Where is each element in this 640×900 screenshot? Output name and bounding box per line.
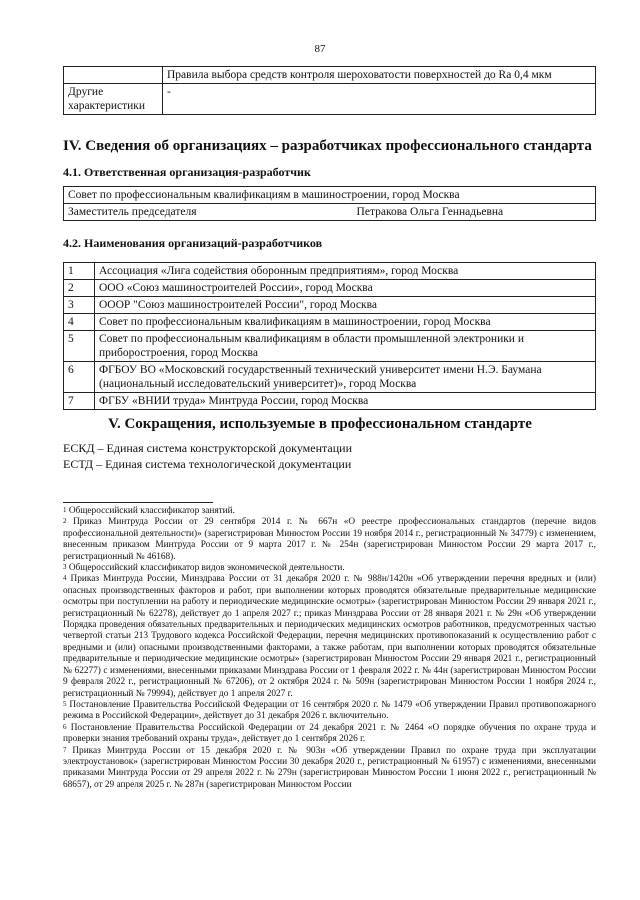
- footnote-text: Общероссийский классификатор занятий.: [68, 506, 235, 516]
- footnotes: [63, 506, 596, 791]
- row-number: 5: [64, 331, 95, 362]
- footnote: [63, 517, 596, 563]
- developer-name: ОООР "Союз машиностроителей России", город Москва: [95, 297, 596, 314]
- subsection-4-1-title: 4.1. Ответственная организация-разработчик: [63, 165, 311, 179]
- footnote: [63, 563, 596, 574]
- table-cell-label: [64, 67, 163, 84]
- footnote-text: Постановление Правительства Российской Федерации от 16 сентября 2020 г. № 1479 «Об утверждении Правил противопожарного режима в Российской Федерации», действует до 31 декабря 2026 г. включительно.: [63, 699, 596, 722]
- row-number: 3: [64, 297, 95, 314]
- developer-name: ООО «Союз машиностроителей России», город Москва: [95, 280, 596, 297]
- table-row: [64, 187, 596, 204]
- developer-name: Совет по профессиональным квалификациям в машиностроении, город Москва: [95, 314, 596, 331]
- abbreviations-list: [63, 440, 352, 472]
- developer-name: ФГБОУ ВО «Московский государственный технический университет имени Н.Э. Баумана (национальный исследовательский университет)», город Москва: [95, 362, 596, 393]
- table-row: [64, 297, 596, 314]
- footnote: [63, 723, 596, 746]
- table-cell-value: [163, 67, 596, 84]
- footnote-number: 5: [63, 699, 67, 708]
- table-row: [64, 84, 596, 115]
- page-number: 87: [314, 43, 326, 55]
- table-row: [64, 280, 596, 297]
- table-row: [64, 204, 596, 221]
- row-number: 4: [64, 314, 95, 331]
- responsible-org-table: [63, 186, 596, 221]
- table-row: [64, 362, 596, 393]
- developer-name: Ассоциация «Лига содействия оборонным предприятиям», город Москва: [95, 263, 596, 280]
- responsible-person-cell: [64, 204, 596, 221]
- footnote-number: 6: [63, 722, 67, 731]
- footnote: [63, 746, 596, 792]
- section-5-title: V. Сокращения, используемые в профессиональном стандарте: [108, 416, 532, 432]
- characteristics-table: [63, 66, 596, 115]
- developer-name: Совет по профессиональным квалификациям в области промышленной электроники и приборостроения, город Москва: [95, 331, 596, 362]
- footnote-number: 7: [63, 745, 67, 754]
- footnote-text: Общероссийский классификатор видов экономической деятельности.: [68, 563, 345, 574]
- footnote-text: Приказ Минтруда России от 15 декабря 2020 г. № 903н «Об утверждении Правил по охране труда при эксплуатации электроустановок» (зарегистрирован Минюстом России 30 декабря 2020 г., регистрационный № 61957) с изменениями, внесенными приказами Минтруда России от 29 апреля 2022 г. № 279н (зарегистрирован Минюстом России 1 июня 2022 г., регистрационный № 68657), от 29 апреля 2025 г. № 287н (зарегистрирован Минюстом России: [63, 745, 596, 790]
- table-cell-label: Другие характеристики: [64, 84, 163, 115]
- position-title: Заместитель председателя: [68, 206, 197, 218]
- abbreviation-item: ЕСТД – Единая система технологической документации: [63, 457, 352, 471]
- row-number: 1: [64, 263, 95, 280]
- footnote-number: 1: [63, 506, 67, 514]
- subsection-4-2-title: 4.2. Наименования организаций-разработчиков: [63, 236, 323, 250]
- table-row: [64, 314, 596, 331]
- developers-table: [63, 262, 596, 410]
- row-number: 6: [64, 362, 95, 393]
- rule-text: Правила выбора средств контроля шероховатости поверхностей до Ra 0,4 мкм: [167, 69, 552, 81]
- table-row: [64, 393, 596, 410]
- section-4-title: IV. Сведения об организациях – разработчиках профессионального стандарта: [63, 138, 592, 154]
- person-name: Петракова Ольга Геннадьевна: [356, 206, 504, 218]
- footnote-divider: [63, 502, 213, 503]
- footnote-number: 2: [63, 517, 67, 526]
- table-cell-value: -: [163, 84, 596, 115]
- footnote: [63, 506, 596, 517]
- footnote-text: Постановление Правительства Российской Федерации от 24 декабря 2021 г. № 2464 «О порядке обучения по охране труда и проверки знания требований охраны труда», действует до 1 сентября 2026 г.: [63, 722, 597, 745]
- row-number: 2: [64, 280, 95, 297]
- table-row: [64, 331, 596, 362]
- footnote: [63, 574, 596, 699]
- footnote-number: 3: [63, 563, 67, 572]
- footnote-text: Приказ Минтруда России, Минздрава России от 31 декабря 2020 г. № 988н/1420н «Об утверждении перечня вредных и (или) опасных производственных факторов и работ, при выполнении которых проводятся обязательные предварительные медицинские осмотры при поступлении на работу и периодические медицинские осмотры» (зарегистрирован Минюстом России 29 января 2021 г., регистрационный № 62278), действует до 1 апреля 2027 г.; приказ Минздрава России от 28 января 2021 г. № 29н «Об утверждении Порядка проведения обязательных предварительных и периодических медицинских осмотров работников, предусмотренных частью четвертой статьи 213 Трудового кодекса Российской Федерации, перечня медицинских противопоказаний к осуществлению работ с вредными и (или) опасными производственными факторами, а также работам, при выполнении которых проводятся обязательные предварительные и периодические медицинские осмотры» (зарегистрирован Минюстом России 29 января 2021 г., регистрационный № 62277) с изменениями, внесенными приказами Минздрава России от 1 февраля 2022 г. № 44н (зарегистрирован Минюстом России 9 февраля 2022 г., регистрационный № 67206), от 2 октября 2024 г. № 509н (зарегистрирован Минюстом России 1 ноября 2024 г., регистрационный № 79994), действует до 1 апреля 2027 г.: [63, 574, 597, 699]
- table-row: [64, 263, 596, 280]
- developer-name: ФГБУ «ВНИИ труда» Минтруда России, город Москва: [95, 393, 596, 410]
- responsible-org-name: Совет по профессиональным квалификациям в машиностроении, город Москва: [64, 187, 596, 204]
- footnote-number: 4: [63, 574, 67, 583]
- table-row: [64, 67, 596, 84]
- abbreviation-item: ЕСКД – Единая система конструкторской документации: [63, 441, 352, 455]
- footnote: [63, 700, 596, 723]
- footnote-text: Приказ Минтруда России от 29 сентября 2014 г. № 667н «О реестре профессиональных стандартов (перечне видов профессиональной деятельности)» (зарегистрирован Минюстом России 19 ноября 2014 г., регистрационный № 34779) с изменением, внесенным приказом Минтруда России от 9 марта 2017 г. № 254н (зарегистрирован Минюстом России 29 марта 2017 г., регистрационный № 46168).: [63, 517, 596, 562]
- row-number: 7: [64, 393, 95, 410]
